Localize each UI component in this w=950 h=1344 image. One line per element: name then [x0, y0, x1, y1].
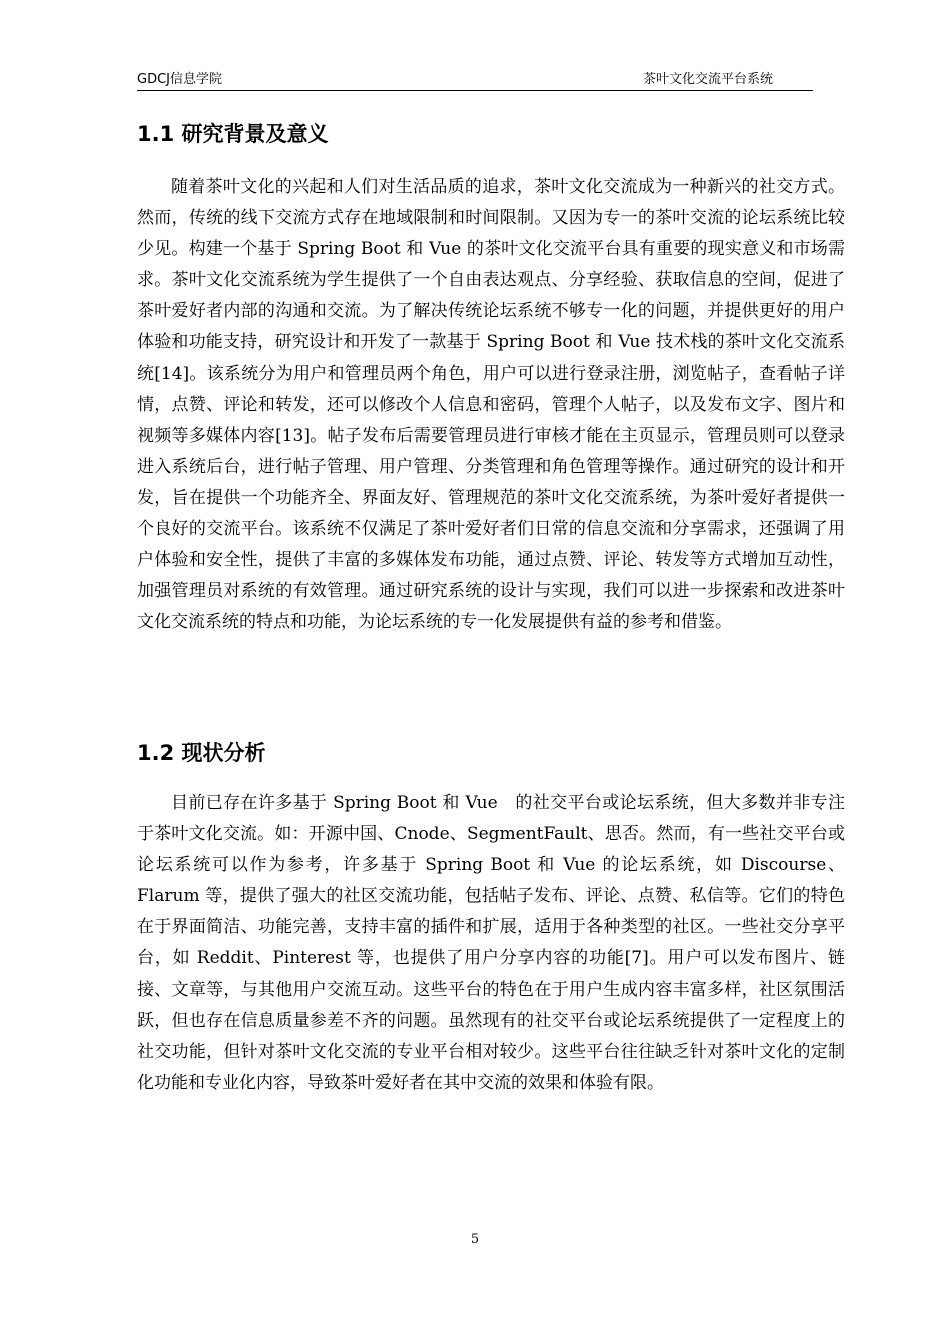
section-heading-status: 1.2 现状分析 — [137, 741, 266, 765]
page-header — [137, 60, 813, 91]
page-number: 5 — [470, 1232, 480, 1247]
paragraph-background: 随着茶叶文化的兴起和人们对生活品质的追求，茶叶文化交流成为一种新兴的社交方式。然而，传统的线下交流方式存在地域限制和时间限制。又因为专一的茶叶交流的论坛系统比较少见。构建一个基于 Spring Boot 和 Vue 的茶叶文化交流平台具有重要的现实意义和市场需求。茶叶文化交流系统为学生提供了一个自由表达观点、分享经验、获取信息的空间，促进了茶叶爱好者内部的沟通和交流。为了解决传统论坛系统不够专一化的问题，并提供更好的用户体验和功能支持，研究设计和开发了一款基于 Spring Boot 和 Vue 技术栈的茶叶文化交流系统[14]。该系统分为用户和管理员两个角色，用户可以进行登录注册，浏览帖子，查看帖子详情，点赞、评论和转发，还可以修改个人信息和密码，管理个人帖子，以及发布文字、图片和视频等多媒体内容[13]。帖子发布后需要管理员进行审核才能在主页显示，管理员则可以登录进入系统后台，进行帖子管理、用户管理、分类管理和角色管理等操作。通过研究的设计和开发，旨在提供一个功能齐全、界面友好、管理规范的茶叶文化交流系统，为茶叶爱好者提供一个良好的交流平台。该系统不仅满足了茶叶爱好者们日常的信息交流和分享需求，还强调了用户体验和安全性，提供了丰富的多媒体发布功能，通过点赞、评论、转发等方式增加互动性，加强管理员对系统的有效管理。通过研究系统的设计与实现，我们可以进一步探索和改进茶叶文化交流系统的特点和功能，为论坛系统的专一化发展提供有益的参考和借鉴。 — [137, 177, 845, 633]
paragraph-status: 目前已存在许多基于 Spring Boot 和 Vue 的社交平台或论坛系统，但大多数并非专注于茶叶文化交流。如：开源中国、Cnode、SegmentFault、思否。然而，有一些社交平台或论坛系统可以作为参考，许多基于 Spring Boot 和 Vue 的论坛系统，如 Discourse、Flarum 等，提供了强大的社区交流功能，包括帖子发布、评论、点赞、私信等。它们的特色在于界面简洁、功能完善，支持丰富的插件和扩展，适用于各种类型的社区。一些社交分享平台，如 Reddit、Pinterest 等，也提供了用户分享内容的功能[7]。用户可以发布图片、链接、文章等，与其他用户交流互动。这些平台的特色在于用户生成内容丰富多样，社区氛围活跃，但也存在信息质量参差不齐的问题。虽然现有的社交平台或论坛系统提供了一定程度上的社交功能，但针对茶叶文化交流的专业平台相对较少。这些平台往往缺乏针对茶叶文化的定制化功能和专业化内容，导致茶叶爱好者在其中交流的效果和体验有限。 — [137, 793, 845, 1093]
header-title: 茶叶文化交流平台系统 — [642, 72, 773, 87]
header-institution: GDCJ信息学院 — [137, 72, 222, 87]
section-heading-background: 1.1 研究背景及意义 — [137, 122, 329, 146]
